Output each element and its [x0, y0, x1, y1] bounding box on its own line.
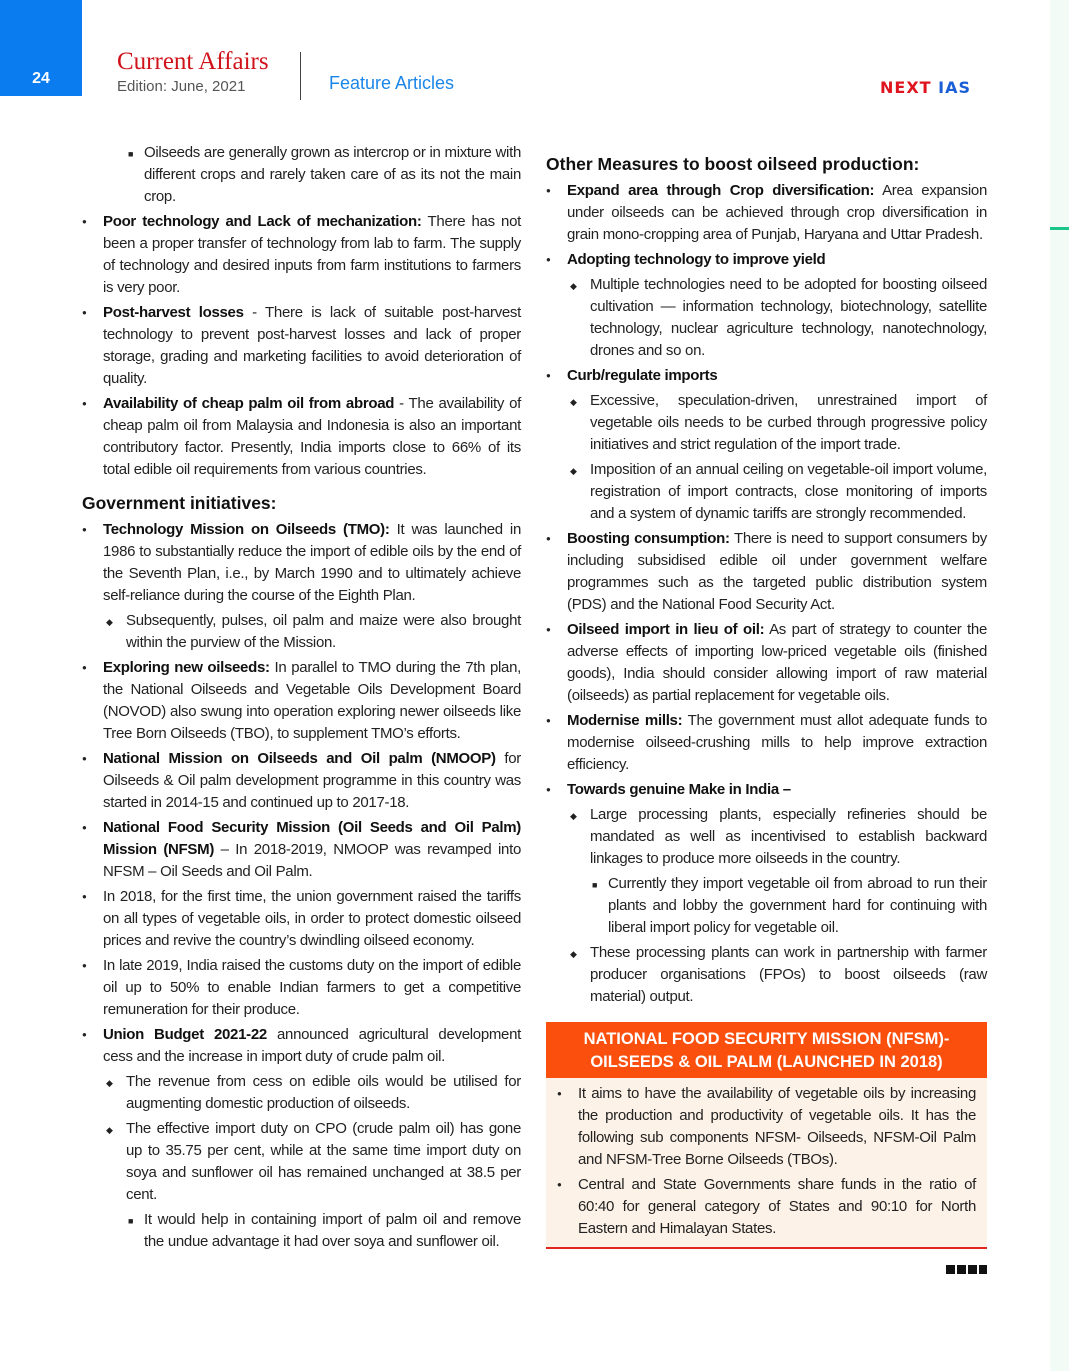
item-title: Modernise mills:	[567, 712, 683, 729]
left-column	[82, 142, 521, 1256]
bullet-icon: ●	[82, 217, 87, 226]
item-text: - The availability of cheap palm oil from Malaysia and Indonesia is also an important contributory factor. Presently, India imports close to 66% of its total edible oil requirements from various countries.	[103, 395, 522, 478]
header-divider	[300, 52, 301, 100]
item-text: It was launched in 1986 to substantially reduce the import of edible oils by the end of the Seventh Plan, i.e., by March 1990 and to ultimately achieve self-reliance during the course of the Eighth Plan.	[103, 521, 521, 604]
list-item	[82, 748, 521, 814]
item-text: Central and State Governments share funds in the ratio of 60:40 for general category of States and 90:10 for North Eastern and Himalayan States.	[578, 1176, 976, 1237]
item-text: for Oilseeds & Oil palm development programme in this country was started in 2014-15 and continued up to 2017-18.	[103, 750, 521, 811]
list-item	[82, 142, 521, 208]
list-item	[546, 528, 987, 616]
list-item	[546, 459, 987, 525]
list-item	[82, 302, 521, 390]
list-item	[546, 779, 987, 801]
bullet-icon: ◆	[570, 811, 577, 821]
list-item	[82, 1071, 521, 1115]
item-title: Adopting technology to improve yield	[567, 251, 826, 268]
item-text: In late 2019, India raised the customs duty on the import of edible oil up to 50% to enable Indian farmers to get a competitive remuneration for their produce.	[103, 957, 521, 1018]
bullet-icon: ●	[557, 1089, 562, 1098]
list-item	[546, 390, 987, 456]
list-item	[82, 955, 521, 1021]
list-item	[82, 211, 521, 299]
item-text: As part of strategy to counter the adverse effects of importing low-priced vegetable oils (finished goods), India should consider allowing import of raw material (oilseeds) as partial replacement for vegetable oils.	[567, 621, 987, 704]
list-item	[546, 942, 987, 1008]
item-title: Poor technology and Lack of mechanization:	[103, 213, 422, 230]
list-item	[546, 804, 987, 870]
list-item	[82, 657, 521, 745]
right-column	[546, 142, 987, 1274]
end-of-page-marker	[946, 1265, 987, 1274]
list-item	[546, 873, 987, 939]
list-item	[82, 1118, 521, 1206]
edition-label: Edition: June, 2021	[117, 78, 246, 95]
list-item	[546, 249, 987, 271]
item-text: The government must allot adequate funds to modernise oilseed-crushing mills to help improve extraction efficiency.	[567, 712, 987, 773]
bullet-icon: ●	[82, 663, 87, 672]
item-text: Excessive, speculation-driven, unrestrained import of vegetable oils needs to be curbed through progressive policy initiatives and strict regulation of the import trade.	[590, 392, 987, 453]
item-text: Large processing plants, especially refineries should be mandated as well as incentivised to establish backward linkages to produce more oilseeds in the country.	[590, 806, 987, 867]
list-item	[82, 1209, 521, 1253]
bullet-icon: ●	[546, 534, 551, 543]
item-text: Multiple technologies need to be adopted for boosting oilseed cultivation — information technology, biotechnology, satellite technology, nuclear agriculture technology, nanotechnology, drones and so on.	[590, 276, 987, 359]
item-text: There is need to support consumers by including subsidised edible oil under government welfare programmes such as the targeted public distribution system (PDS) and the National Food Security Act.	[567, 530, 987, 613]
item-title: National Food Security Mission (Oil Seeds and Oil Palm) Mission (NFSM)	[103, 819, 521, 858]
bullet-icon: ●	[546, 186, 551, 195]
right-column-list	[546, 152, 987, 1008]
list-item	[82, 393, 521, 481]
side-strip-marker	[1050, 227, 1069, 230]
item-text: In parallel to TMO during the 7th plan, the National Oilseeds and Vegetable Oils Development Board (NOVOD) also swung into operation exploring newer oilseeds like Tree Born Oilseeds (TBO), to supplement TMO’s efforts.	[103, 659, 521, 742]
item-text: Imposition of an annual ceiling on vegetable-oil import volume, registration of import contracts, close monitoring of imports and a system of dynamic tariffs are strongly recommended.	[590, 461, 987, 522]
bullet-icon: ◆	[106, 1078, 113, 1088]
bullet-icon: ●	[82, 754, 87, 763]
list-item	[546, 619, 987, 707]
list-item	[82, 886, 521, 952]
bullet-icon: ●	[546, 371, 551, 380]
bullet-icon: ●	[546, 716, 551, 725]
list-item	[82, 1024, 521, 1068]
item-text: There has not been a proper transfer of technology from lab to farm. The supply of technology and desired inputs from farm institutions to farmers is very poor.	[103, 213, 521, 296]
item-title: Expand area through Crop diversification:	[567, 182, 875, 199]
item-title: Post-harvest losses	[103, 304, 244, 321]
item-title: Technology Mission on Oilseeds (TMO):	[103, 521, 390, 538]
bullet-icon: ◆	[106, 617, 113, 627]
next-ias-logo: NEXT IAS	[880, 78, 972, 97]
bullet-icon: ●	[546, 255, 551, 264]
bullet-icon: ●	[82, 961, 87, 970]
item-text: In 2018, for the first time, the union government raised the tariffs on all types of vegetable oils, in order to protect domestic oilseed prices and revive the country’s dwindling oilseed economy.	[103, 888, 521, 949]
item-title: Exploring new oilseeds:	[103, 659, 270, 676]
item-text: – In 2018-2019, NMOOP was revamped into NFSM – Oil Seeds and Oil Palm.	[103, 841, 522, 880]
box-body	[546, 1078, 987, 1247]
item-text: It would help in containing import of palm oil and remove the undue advantage it had over soya and sunflower oil.	[144, 1211, 521, 1250]
item-text: announced agricultural development cess and the increase in import duty of crude palm oil.	[103, 1026, 522, 1065]
list-item	[557, 1083, 976, 1171]
section-title: Feature Articles	[329, 73, 455, 93]
item-text: Area expansion under oilseeds can be achieved through crop diversification in grain mono-cropping area of Punjab, Haryana and Uttar Pradesh.	[567, 182, 987, 243]
bullet-icon: ◆	[570, 281, 577, 291]
item-title: Boosting consumption:	[567, 530, 730, 547]
bullet-icon: ●	[82, 1030, 87, 1039]
item-title: Oilseed import in lieu of oil:	[567, 621, 765, 638]
bullet-icon: ●	[82, 399, 87, 408]
item-title: Union Budget 2021-22	[103, 1026, 267, 1043]
bullet-icon: ●	[557, 1180, 562, 1189]
item-text: It aims to have the availability of vegetable oils by increasing the production and productivity of vegetable oils. It has the following sub components NFSM- Oilseeds, NFSM-Oil Palm and NFSM-Tree Borne Oilseeds (TBOs).	[578, 1085, 976, 1168]
item-text: - There is lack of suitable post-harvest technology to prevent post-harvest losses and lack of proper storage, grading and marketing facilities to avoid deterioration of quality.	[103, 304, 521, 387]
list-item	[546, 365, 987, 387]
bullet-icon: ●	[546, 625, 551, 634]
page-number: 24	[32, 70, 50, 87]
item-title: National Mission on Oilseeds and Oil palm (NMOOP)	[103, 750, 496, 767]
list-item	[82, 817, 521, 883]
item-text: The revenue from cess on edible oils would be utilised for augmenting domestic production of oilseeds.	[126, 1073, 521, 1112]
item-text: Currently they import vegetable oil from abroad to run their plants and lobby the government hard for continuing with liberal import policy for vegetable oil.	[608, 875, 987, 936]
bullet-icon: ●	[546, 785, 551, 794]
item-text: Subsequently, pulses, oil palm and maize were also brought within the purview of the Mission.	[126, 612, 521, 651]
section-heading: Government initiatives:	[82, 493, 277, 513]
item-text: The effective import duty on CPO (crude palm oil) has gone up to 35.75 per cent, while at the same time import duty on soya and sunflower oil has remained unchanged at 38.5 per cent.	[126, 1120, 521, 1203]
list-item	[82, 519, 521, 607]
bullet-icon: ●	[82, 525, 87, 534]
section-heading: Other Measures to boost oilseed production:	[546, 154, 920, 174]
list-item	[546, 180, 987, 246]
list-item	[82, 610, 521, 654]
bullet-icon: ■	[128, 149, 134, 159]
item-text: Oilseeds are generally grown as intercrop or in mixture with different crops and rarely taken care of as its not the main crop.	[144, 144, 521, 205]
box-title-line: OILSEEDS & OIL PALM (LAUNCHED IN 2018)	[590, 1053, 943, 1071]
list-item	[557, 1174, 976, 1240]
nfsm-info-box	[546, 1022, 987, 1249]
box-title	[546, 1022, 987, 1078]
bullet-icon: ◆	[570, 466, 577, 476]
bullet-icon: ◆	[570, 397, 577, 407]
box-title-line: NATIONAL FOOD SECURITY MISSION (NFSM)-	[583, 1030, 950, 1048]
bullet-icon: ●	[82, 308, 87, 317]
bullet-icon: ◆	[106, 1125, 113, 1135]
item-title: Curb/regulate imports	[567, 367, 718, 384]
list-item	[546, 710, 987, 776]
bullet-icon: ■	[592, 880, 598, 890]
item-title: Availability of cheap palm oil from abroad	[103, 395, 395, 412]
bullet-icon: ■	[128, 1216, 134, 1226]
list-item	[546, 274, 987, 362]
item-text: These processing plants can work in partnership with farmer producer organisations (FPOs) to boost oilseeds (raw material) output.	[590, 944, 987, 1005]
side-strip	[1050, 0, 1069, 1371]
bullet-icon: ●	[82, 823, 87, 832]
bullet-icon: ◆	[570, 949, 577, 959]
bullet-icon: ●	[82, 892, 87, 901]
item-title: Towards genuine Make in India –	[567, 781, 791, 798]
magazine-title: Current Affairs	[117, 48, 269, 75]
